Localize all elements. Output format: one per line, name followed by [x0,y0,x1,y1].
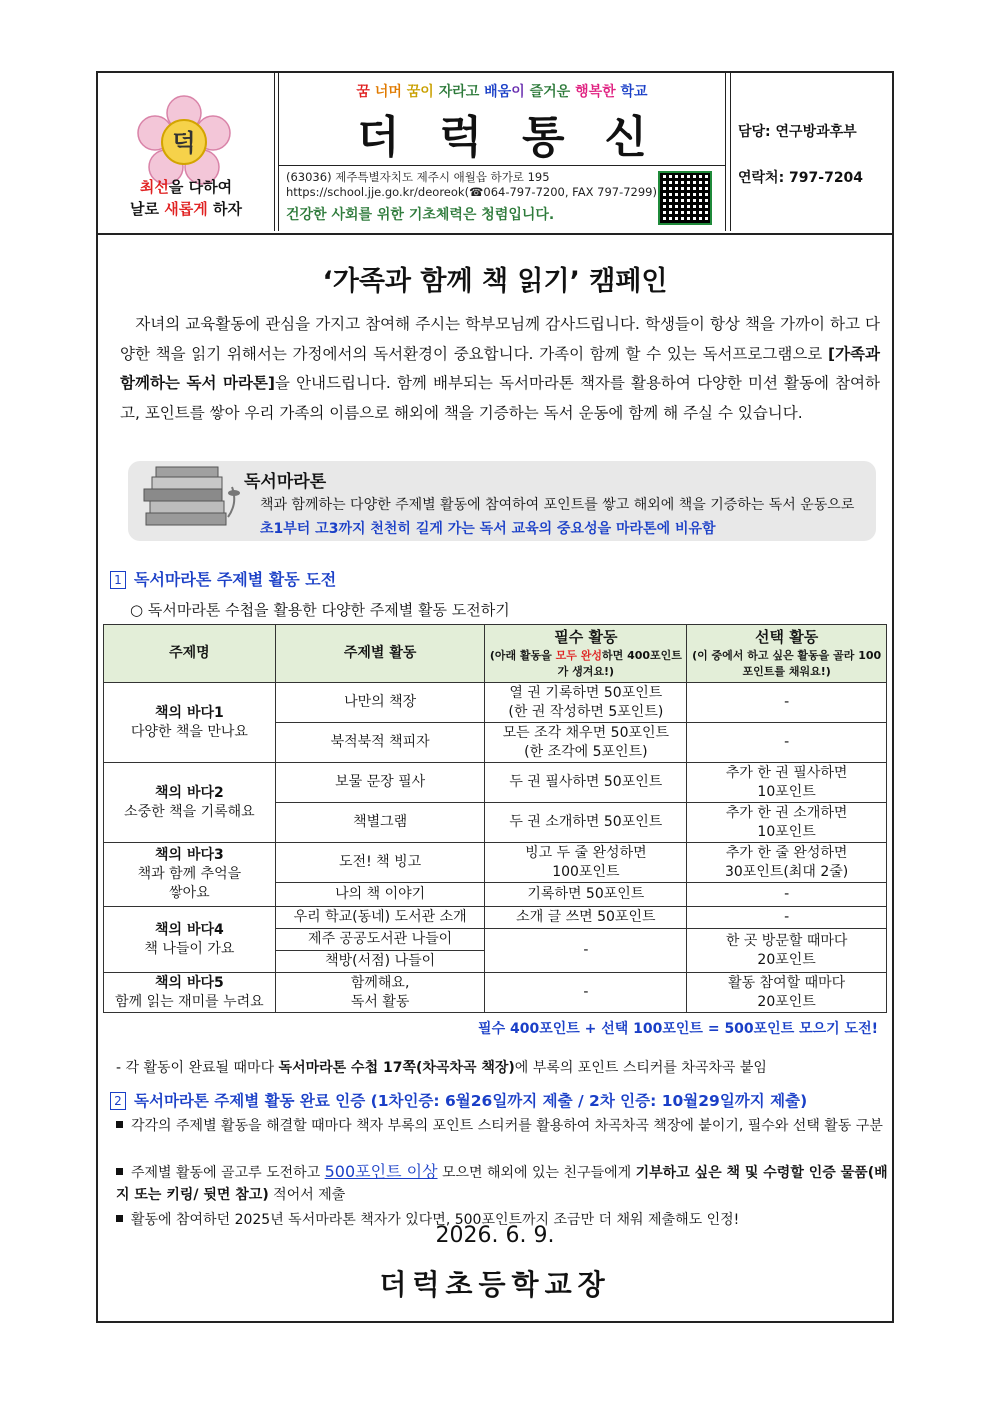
activity-cell: 나만의 책장 [275,683,485,723]
required-cell: 소개 글 쓰면 50포인트 [485,907,687,929]
optional-cell: - [687,723,887,763]
col-theme: 주제명 [104,625,276,683]
intro-paragraph: 자녀의 교육활동에 관심을 가지고 참여해 주시는 학부모님께 감사드립니다. 학생들이 항상 책을 가까이 하고 다양한 책을 읽기 위해서는 가정에서의 독서환경이 중요합니다. 가족이 함께 할 수 있는 독서프로그램으로 [가족과 함께하는 독서 마라톤]을 안내드립니다. 함께 배부되는 독서마라톤 책자를 활용하여 다양한 미션 활동에 참여하고, 포인트를 쌓아 우리 가족의 이름으로 해외에 책을 기증하는 독서 운동에 함께 해 주실 수 있습니다. [120,315,880,422]
school-motto: 최선을 다하여 날로 새롭게 하자 [130,178,242,218]
bullet-3: 활동에 참여하던 2025년 독서마라톤 책자가 있다면, 500포인트까지 조금만 더 채워 제출해도 인정! [116,1209,888,1231]
optional-cell: 한 곳 방문할 때마다 20포인트 [687,929,887,973]
optional-cell: 추가 한 줄 완성하면 30포인트(최대 2줄) [687,843,887,883]
newsletter-frame [96,71,894,1323]
table-row [104,763,887,803]
table-row [104,843,887,883]
integrity-motto: 건강한 사회를 위한 기초체력은 청렴입니다. [286,207,555,223]
sticker-note: - 각 활동이 완료될 때마다 독서마라톤 수첩 17쪽(차곡차곡 책장)에 부록의 포인트 스티커를 차곡차곡 붙임 [116,1060,767,1076]
points-total: 필수 400포인트 + 선택 100포인트 = 500포인트 모으기 도전! [478,1021,878,1037]
required-cell: - [485,973,687,1013]
required-cell: - [485,929,687,973]
books-icon [136,457,246,537]
activity-cell: 북적북적 책피자 [275,723,485,763]
optional-cell: - [687,683,887,723]
school-address: (63036) 제주특별자치도 제주시 애월읍 하가로 195 https://school.jje.go.kr/deoreok(☎064-797-7200, FAX 797-7299) [286,170,657,199]
emblem-char: 덕 [172,129,196,157]
optional-cell: 추가 한 권 필사하면 10포인트 [687,763,887,803]
section-1-subtitle: ○ 독서마라톤 수첩을 활용한 다양한 주제별 활동 도전하기 [130,601,510,619]
activity-cell: 제주 공공도서관 나들이 [275,929,485,951]
marathon-box-title: 독서마라톤 [244,472,327,492]
section-2-heading: 2 독서마라톤 주제별 활동 완료 인증 (1차인증: 6월26일까지 제출 / 2차 인증: 10월29일까지 제출) [110,1089,807,1111]
activity-cell: 책별그램 [275,803,485,843]
activity-cell: 도전! 책 빙고 [275,843,485,883]
contact-area [730,73,892,231]
activity-cell: 보물 문장 필사 [275,763,485,803]
bullet-1: 각각의 주제별 활동을 해결할 때마다 책자 부록의 포인트 스티커를 활용하여 차곡차곡 책장에 붙이기, 필수와 선택 활동 구분 [116,1115,888,1137]
activity-cell: 나의 책 이야기 [275,883,485,907]
optional-cell: - [687,883,887,907]
col-activity: 주제별 활동 [275,625,485,683]
theme-cell: 책의 바다4 책 나들이 가요 [104,907,276,973]
school-emblem-area [98,73,275,231]
qr-code-icon[interactable] [658,171,712,225]
theme-cell: 책의 바다2 소중한 책을 기록해요 [104,763,276,843]
theme-cell: 책의 바다3 책과 함께 추억을 쌓아요 [104,843,276,907]
manager-label: 담당: 연구방과후부 [738,124,857,140]
theme-cell: 책의 바다5 함께 읽는 재미를 누려요 [104,973,276,1013]
activity-cell: 함께해요, 독서 활동 [275,973,485,1013]
required-cell: 빙고 두 줄 완성하면 100포인트 [485,843,687,883]
table-row [104,683,887,723]
masthead [274,73,731,231]
page-title: ‘가족과 함께 책 읽기’ 캠페인 [322,266,668,297]
table-row [104,973,887,1013]
school-slogan: 꿈 너머 꿈이 자라고 배움이 즐거운 행복한 학교 [356,84,648,100]
section-1-heading: 1 독서마라톤 주제별 활동 도전 [110,567,336,590]
required-cell: 열 권 기록하면 50포인트 (한 권 작성하면 5포인트) [485,683,687,723]
col-optional: 선택 활동 (이 중에서 하고 싶은 활동을 골라 100포인트를 채워요!) [687,625,887,683]
activity-table [103,624,887,1013]
required-cell: 두 권 소개하면 50포인트 [485,803,687,843]
activity-cell: 책방(서점) 나들이 [275,951,485,973]
principal-signature: 더럭초등학교장 [379,1268,611,1301]
optional-cell: 추가 한 권 소개하면 10포인트 [687,803,887,843]
table-row [104,907,887,929]
required-cell: 기록하면 50포인트 [485,883,687,907]
required-cell: 두 권 필사하면 50포인트 [485,763,687,803]
optional-cell: 활동 참여할 때마다 20포인트 [687,973,887,1013]
required-cell: 모든 조각 채우면 50포인트 (한 조각에 5포인트) [485,723,687,763]
activity-cell: 우리 학교(동네) 도서관 소개 [275,907,485,929]
theme-cell: 책의 바다1 다양한 책을 만나요 [104,683,276,763]
issue-date: 2026. 6. 9. [435,1223,555,1248]
optional-cell: - [687,907,887,929]
col-required: 필수 활동 (아래 활동을 모두 완성하면 400포인트가 생겨요!) [485,625,687,683]
phone-label: 연락처: 797-7204 [738,170,864,186]
marathon-box-text: 책과 함께하는 다양한 주제별 활동에 참여하여 포인트를 쌓고 해외에 책을 기증하는 독서 운동으로 초1부터 고3까지 천천히 길게 가는 독서 교육의 중요성을 마라톤에 비유함 [260,497,855,537]
newsletter-header [98,73,892,235]
bullet-2: 주제별 활동에 골고루 도전하고 500포인트 이상 모으면 해외에 있는 친구들에게 기부하고 싶은 책 및 수령할 인증 물품(배지 또는 키링/ 뒷면 참고) 적어서 제출 [116,1162,888,1203]
newsletter-title: 더럭통신 [356,112,687,163]
